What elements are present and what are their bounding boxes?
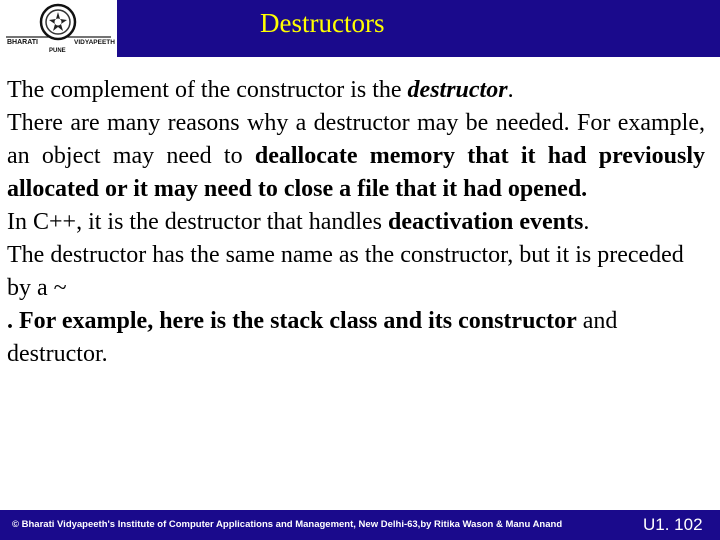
paragraph-complement [7,74,705,107]
paragraph-name [7,239,705,305]
term-deactivation-events: deactivation events [388,209,584,235]
emphasis-text: deallocate memory that it had previously allocated or it may need to close a file that it had opened. [7,143,705,202]
bharati-vidyapeeth-logo-icon [0,0,117,57]
paragraph-text: and destructor. [7,308,618,367]
paragraph-text: There are many reasons why a destructor may be needed. For example, an object may need to [7,110,705,169]
slide-title: Destructors [260,8,385,38]
paragraph-reasons [7,107,705,206]
svg-text:VIDYAPEETH: VIDYAPEETH [74,39,115,46]
svg-text:PUNE: PUNE [49,48,66,54]
paragraph-text: In C++, it is the destructor that handles [7,209,388,235]
paragraph-text: . [583,209,590,235]
paragraph-text: . [507,77,514,103]
slide-body [7,74,705,371]
paragraph-text: The complement of the constructor is the [7,77,408,103]
copyright-text: © Bharati Vidyapeeth's Institute of Computer Applications and Management, New Delhi-63,by Ritika Wason & Manu Anand [12,519,563,530]
emphasis-text: . For example, here is the stack class and its constructor [7,308,577,334]
paragraph-example [7,305,705,371]
paragraph-cpp [7,206,705,239]
term-destructor: destructor [407,77,508,103]
logo [0,0,117,57]
svg-text:BHARATI: BHARATI [7,39,38,46]
header-bar [0,0,720,57]
paragraph-text: The destructor has the same name as the constructor, but it is preceded by a ~ [7,242,684,301]
footer-bar [0,510,720,540]
page-number: U1. 102 [643,515,703,534]
